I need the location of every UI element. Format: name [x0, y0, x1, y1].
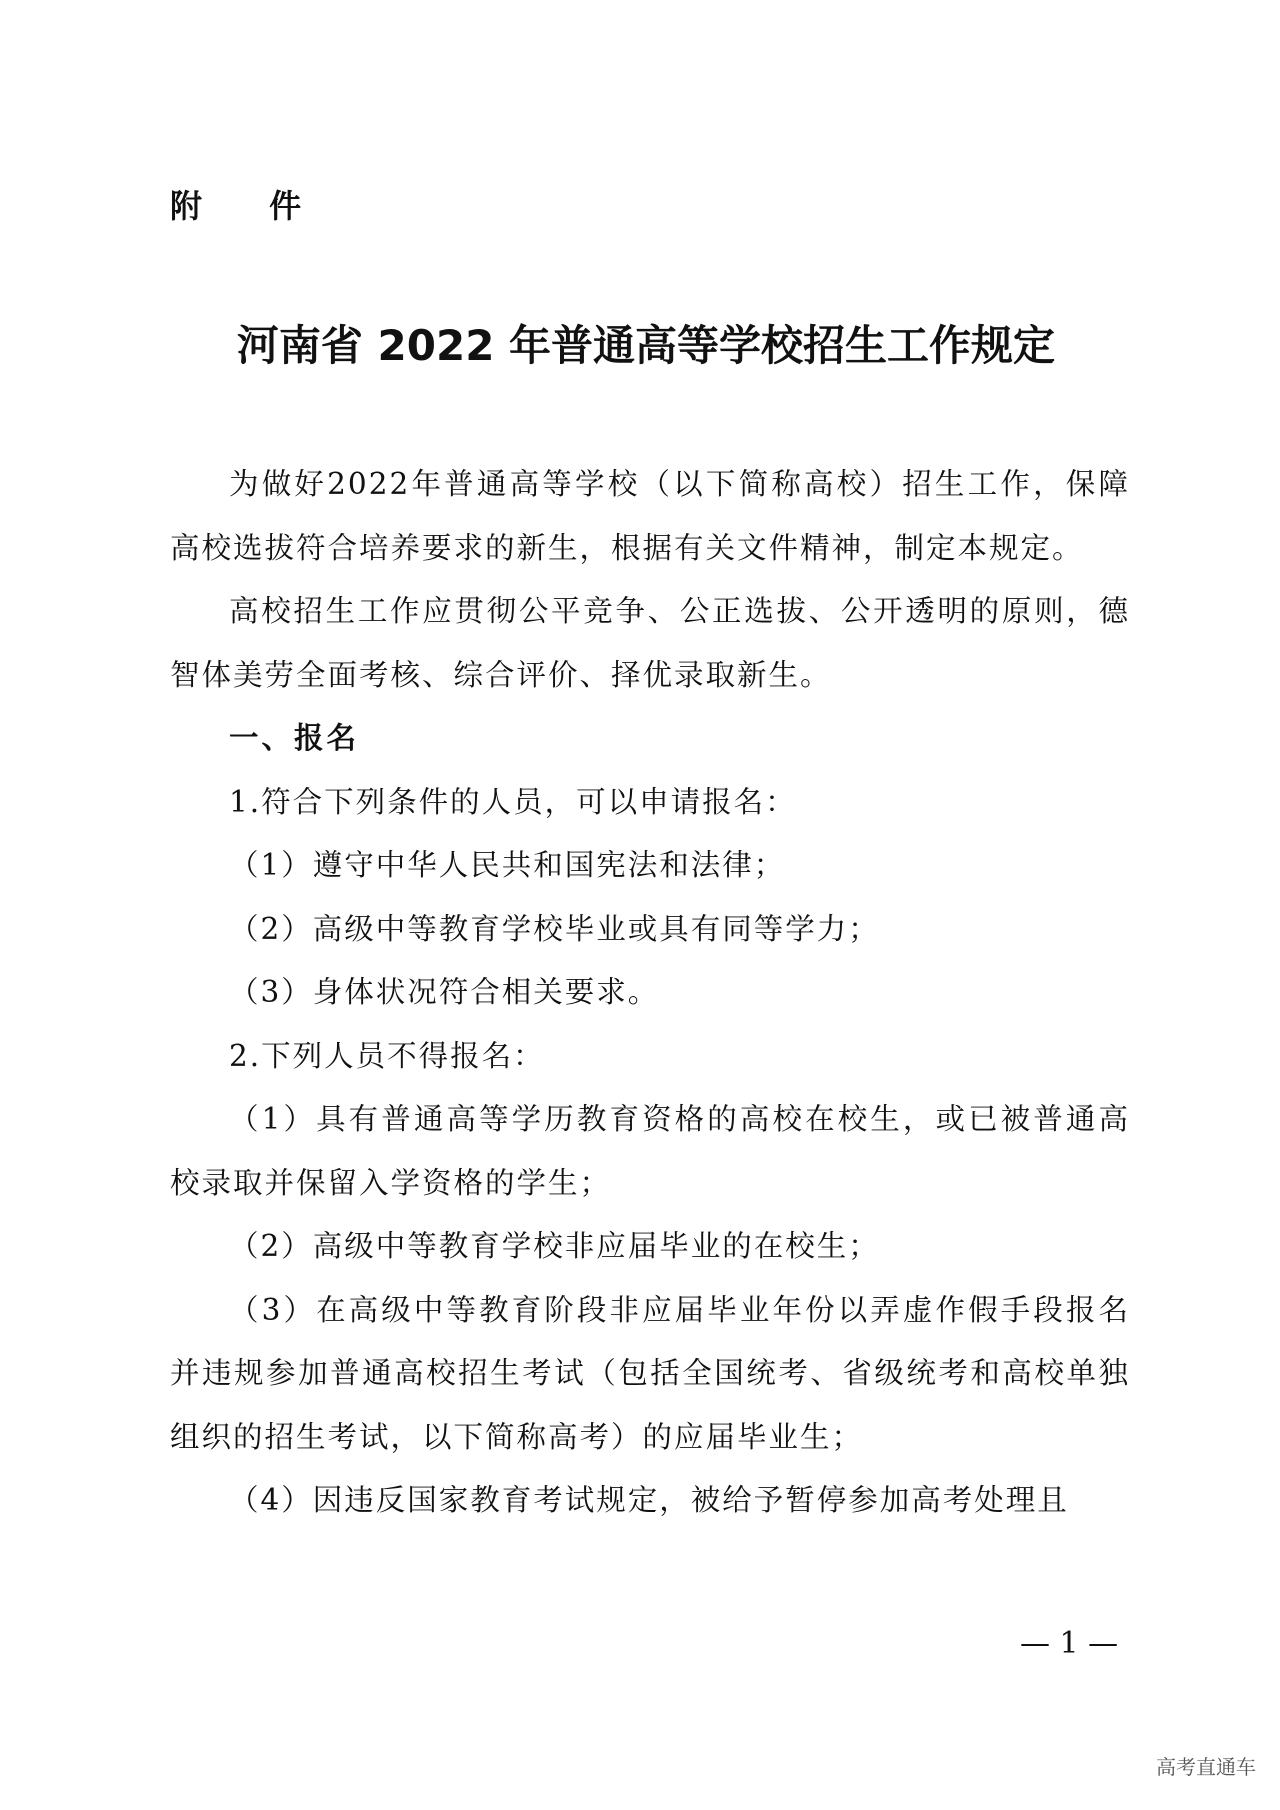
body-paragraph: （4）因违反国家教育考试规定，被给予暂停参加高考处理且	[229, 1483, 1069, 1517]
body-paragraph: （2）高级中等教育学校非应届毕业的在校生；	[229, 1229, 880, 1263]
page-number: — 1 —	[1020, 1626, 1119, 1661]
body-paragraph: 2.下列人员不得报名：	[229, 1038, 545, 1073]
intro-paragraph: 高校招生工作应贯彻公平竞争、公正选拔、公开透明的原则，德智体美劳全面考核、综合评价、择优录取新生。	[170, 594, 1130, 692]
intro-paragraph: 为做好2022年普通高等学校（以下简称高校）招生工作，保障高校选拔符合培养要求的新生，根据有关文件精神，制定本规定。	[170, 467, 1130, 565]
section-heading: 一、报名	[229, 721, 360, 755]
body-paragraph: （1）遵守中华人民共和国宪法和法律；	[229, 848, 786, 882]
body-paragraph: （2）高级中等教育学校毕业或具有同等学力；	[229, 911, 880, 946]
body-paragraph: （1）具有普通高等学历教育资格的高校在校生，或已被普通高校录取并保留入学资格的学生；	[170, 1102, 1130, 1200]
document-body	[170, 453, 1130, 1533]
page-title: 河南省 2022 年普通高等学校招生工作规定	[236, 321, 1056, 370]
attachment-label: 附 件	[170, 187, 330, 225]
body-paragraph: （3）在高级中等教育阶段非应届毕业年份以弄虚作假手段报名并违规参加普通高校招生考试（包括全国统考、省级统考和高校单独组织的招生考试，以下简称高考）的应届毕业生；	[170, 1292, 1130, 1454]
watermark: 高考直通车	[1156, 1755, 1256, 1779]
body-paragraph: 1.符合下列条件的人员，可以申请报名：	[229, 784, 797, 819]
body-paragraph: （3）身体状况符合相关要求。	[229, 975, 660, 1009]
